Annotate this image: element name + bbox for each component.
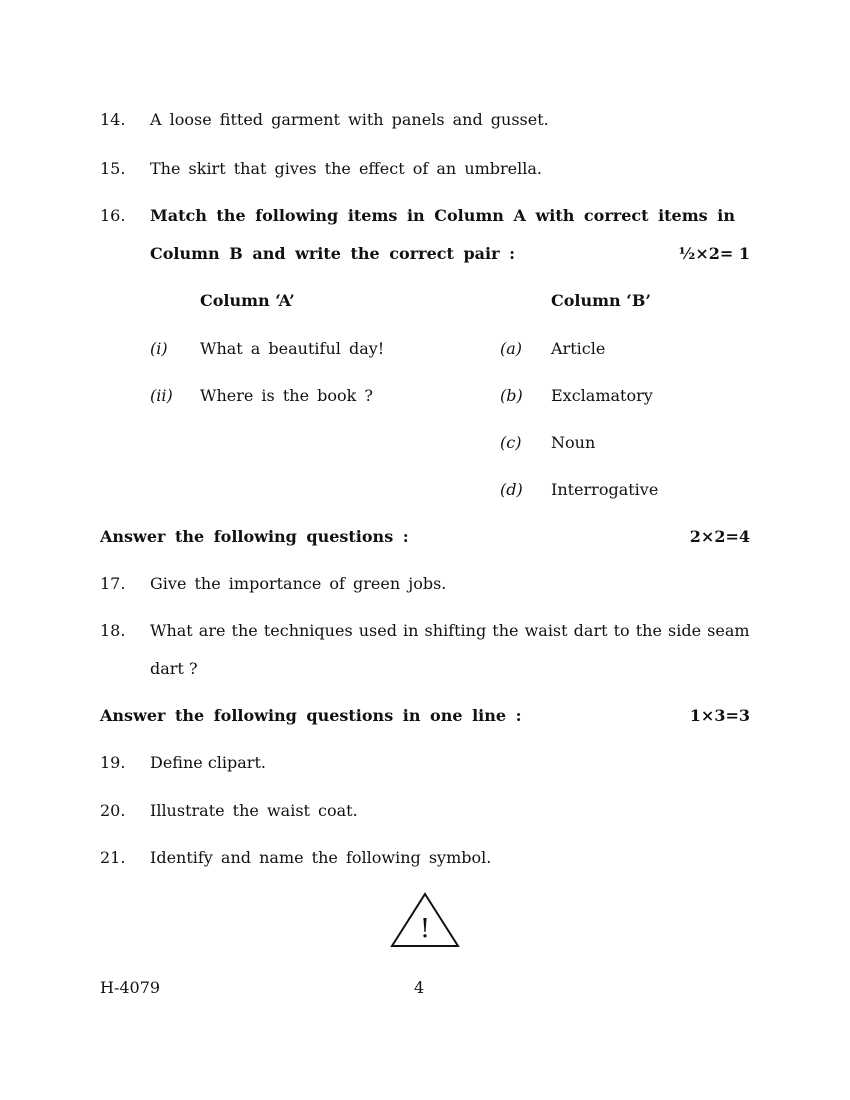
question-text: A loose fitted garment with panels and gusset. bbox=[150, 110, 549, 129]
page-number: 4 bbox=[414, 978, 425, 997]
question-21 bbox=[100, 847, 750, 869]
section-heading-text: Answer the following questions : bbox=[100, 527, 409, 546]
question-number: 20. bbox=[100, 801, 126, 820]
question-number: 19. bbox=[100, 753, 126, 772]
section-heading bbox=[100, 705, 750, 727]
question-16-line2 bbox=[100, 243, 750, 265]
col-a-label: (i) bbox=[150, 339, 168, 358]
question-20 bbox=[100, 800, 750, 822]
warning-glyph: ! bbox=[419, 914, 431, 944]
paper-code: H-4079 bbox=[100, 978, 161, 997]
question-number: 18. bbox=[100, 621, 126, 640]
marks-label: 2×2=4 bbox=[689, 527, 750, 546]
question-number: 14. bbox=[100, 110, 126, 129]
match-row bbox=[100, 338, 750, 360]
question-18-line2 bbox=[100, 658, 750, 680]
match-row bbox=[100, 385, 750, 407]
marks-label: ½×2= 1 bbox=[678, 244, 750, 263]
question-text-line2: dart ? bbox=[150, 659, 198, 678]
section-heading bbox=[100, 526, 750, 548]
col-b-text: Exclamatory bbox=[551, 386, 653, 405]
question-19 bbox=[100, 752, 750, 774]
match-row bbox=[100, 479, 750, 501]
question-number: 17. bbox=[100, 574, 126, 593]
col-b-text: Interrogative bbox=[551, 480, 659, 499]
col-b-label: (c) bbox=[500, 433, 522, 452]
column-a-header: Column ‘A’ bbox=[200, 291, 295, 310]
warning-triangle-icon bbox=[389, 891, 461, 949]
col-b-label: (b) bbox=[500, 386, 523, 405]
col-b-label: (a) bbox=[500, 339, 523, 358]
column-b-header: Column ‘B’ bbox=[551, 291, 651, 310]
question-18 bbox=[100, 620, 750, 642]
col-a-text: Where is the book ? bbox=[200, 386, 373, 405]
column-headers bbox=[100, 290, 750, 312]
col-b-text: Noun bbox=[551, 433, 596, 452]
col-a-label: (ii) bbox=[150, 386, 173, 405]
marks-label: 1×3=3 bbox=[689, 706, 750, 725]
question-text: Illustrate the waist coat. bbox=[150, 801, 358, 820]
question-16 bbox=[100, 205, 750, 227]
section-heading-text: Answer the following questions in one line : bbox=[100, 706, 522, 725]
question-number: 21. bbox=[100, 848, 126, 867]
col-b-text: Article bbox=[551, 339, 606, 358]
question-number: 16. bbox=[100, 206, 126, 225]
question-15 bbox=[100, 158, 750, 180]
question-17 bbox=[100, 573, 750, 595]
match-row bbox=[100, 432, 750, 454]
question-text-line1: What are the techniques used in shifting the waist dart to the side seam bbox=[150, 621, 750, 640]
question-text-line2: Column B and write the correct pair : bbox=[150, 244, 515, 263]
question-number: 15. bbox=[100, 159, 126, 178]
question-text-line1: Match the following items in Column A with correct items in bbox=[150, 206, 735, 225]
question-text: The skirt that gives the effect of an umbrella. bbox=[150, 159, 543, 178]
col-b-label: (d) bbox=[500, 480, 523, 499]
question-14 bbox=[100, 109, 750, 131]
question-text: Give the importance of green jobs. bbox=[150, 574, 447, 593]
col-a-text: What a beautiful day! bbox=[200, 339, 385, 358]
question-text: Define clipart. bbox=[150, 753, 266, 772]
question-text: Identify and name the following symbol. bbox=[150, 848, 492, 867]
